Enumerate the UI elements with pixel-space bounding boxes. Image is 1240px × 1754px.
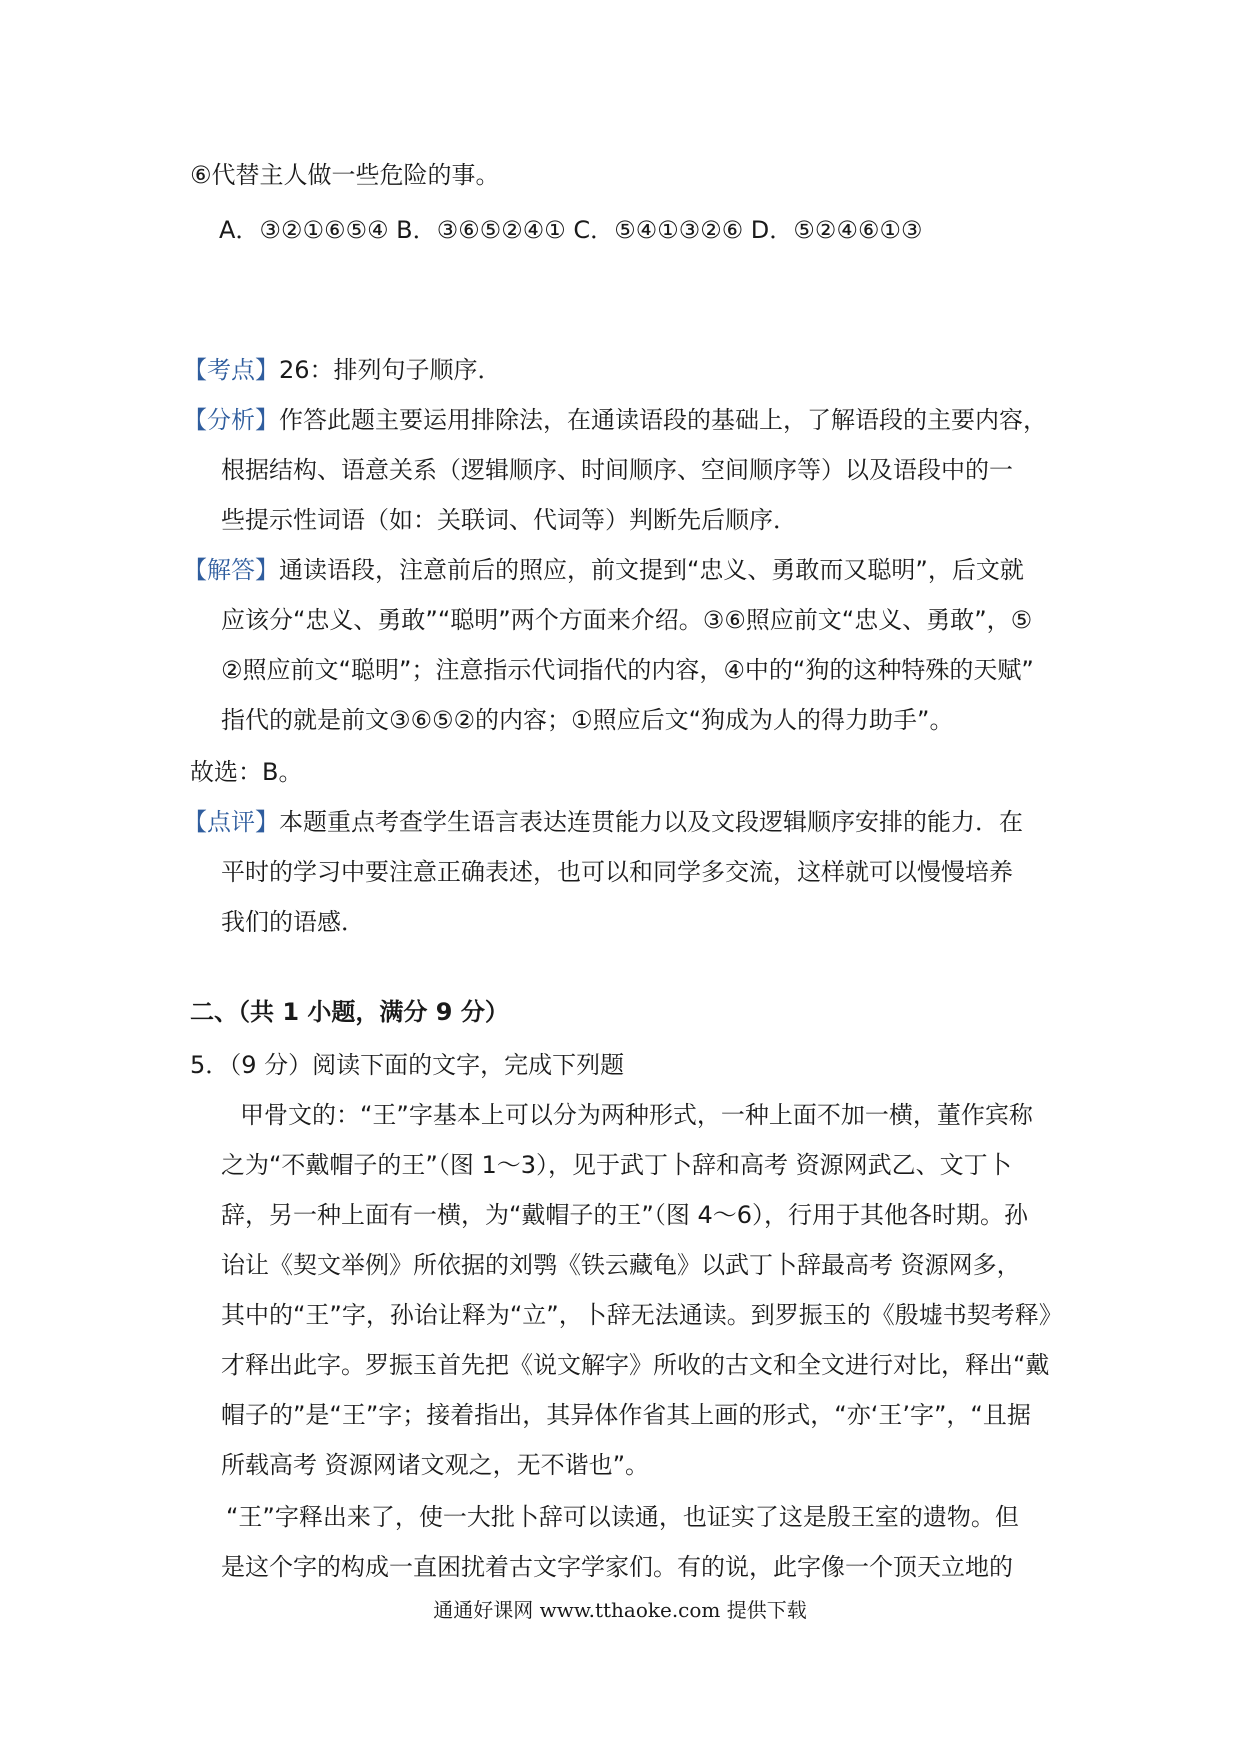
- dianping-line: 本题重点考查学生语言表达连贯能力以及文段逻辑顺序安排的能力．在: [279, 808, 1023, 836]
- kaodian-text: 26：排列句子顺序．: [279, 356, 502, 384]
- fenxi-row: [183, 403, 1047, 437]
- jieda-tag: 【解答】: [183, 556, 279, 584]
- jieda-line: 指代的就是前文③⑥⑤②的内容；①照应后文“狗成为人的得力助手”。: [221, 706, 954, 734]
- kaodian-row: [183, 353, 502, 387]
- q4-options: A．③②①⑥⑤④ B．③⑥⑤②④① C．⑤④①③②⑥ D．⑤②④⑥①③: [219, 216, 923, 244]
- jieda-row: [183, 553, 1024, 587]
- fenxi-tag: 【分析】: [183, 406, 279, 434]
- dianping-tag: 【点评】: [183, 808, 279, 836]
- fenxi-line: 根据结构、语意关系（逻辑顺序、时间顺序、空间顺序等）以及语段中的一: [221, 456, 1013, 484]
- fenxi-line: 些提示性词语（如：关联词、代词等）判断先后顺序．: [221, 506, 797, 534]
- passage-line: 辞，另一种上面有一横，为“戴帽子的王”（图 4～6），行用于其他各时期。孙: [221, 1201, 1029, 1229]
- passage-line: 是这个字的构成一直困扰着古文字学家们。有的说，此字像一个顶天立地的: [221, 1553, 1013, 1581]
- passage-line: 才释出此字。罗振玉首先把《说文解字》所收的古文和全文进行对比，释出“戴: [221, 1351, 1050, 1379]
- answer-choice: 故选：B。: [190, 758, 303, 786]
- passage-line: 其中的“王”字，孙诒让释为“立”，卜辞无法通读。到罗振玉的《殷墟书契考释》: [221, 1301, 1063, 1329]
- passage-line: “王”字释出来了，使一大批卜辞可以读通，也证实了这是殷王室的遗物。但: [226, 1503, 1019, 1531]
- passage-line: 诒让《契文举例》所依据的刘鹗《铁云藏龟》以武丁卜辞最高考 资源网多，: [221, 1251, 1021, 1279]
- page-footer: 通通好课网 www.tthaoke.com 提供下载: [433, 1598, 807, 1622]
- fenxi-line: 作答此题主要运用排除法，在通读语段的基础上，了解语段的主要内容，: [279, 406, 1047, 434]
- question-5-title: 5．（9 分）阅读下面的文字，完成下列题: [190, 1051, 625, 1079]
- q4-item-6: ⑥代替主人做一些危险的事。: [190, 161, 500, 189]
- dianping-line: 平时的学习中要注意正确表述，也可以和同学多交流，这样就可以慢慢培养: [221, 858, 1013, 886]
- dianping-line: 我们的语感．: [221, 908, 365, 936]
- passage-line: 所载高考 资源网诸文观之，无不谐也”。: [221, 1451, 650, 1479]
- kaodian-tag: 【考点】: [183, 356, 279, 384]
- jieda-line: ②照应前文“聪明”；注意指示代词指代的内容，④中的“狗的这种特殊的天赋”: [221, 656, 1034, 684]
- passage-line: 之为“不戴帽子的王”（图 1～3），见于武丁卜辞和高考 资源网武乙、文丁卜: [221, 1151, 1012, 1179]
- jieda-line: 应该分“忠义、勇敢”“聪明”两个方面来介绍。③⑥照应前文“忠义、勇敢”，⑤: [221, 606, 1033, 634]
- passage-line: 帽子的”是“王”字；接着指出，其异体作省其上画的形式，“亦‘王’字”，“且据: [221, 1401, 1031, 1429]
- jieda-line: 通读语段，注意前后的照应，前文提到“忠义、勇敢而又聪明”，后文就: [279, 556, 1024, 584]
- section-heading: 二、（共 1 小题，满分 9 分）: [190, 998, 509, 1026]
- dianping-row: [183, 805, 1023, 839]
- passage-line: 甲骨文的：“王”字基本上可以分为两种形式，一种上面不加一横，董作宾称: [240, 1101, 1033, 1129]
